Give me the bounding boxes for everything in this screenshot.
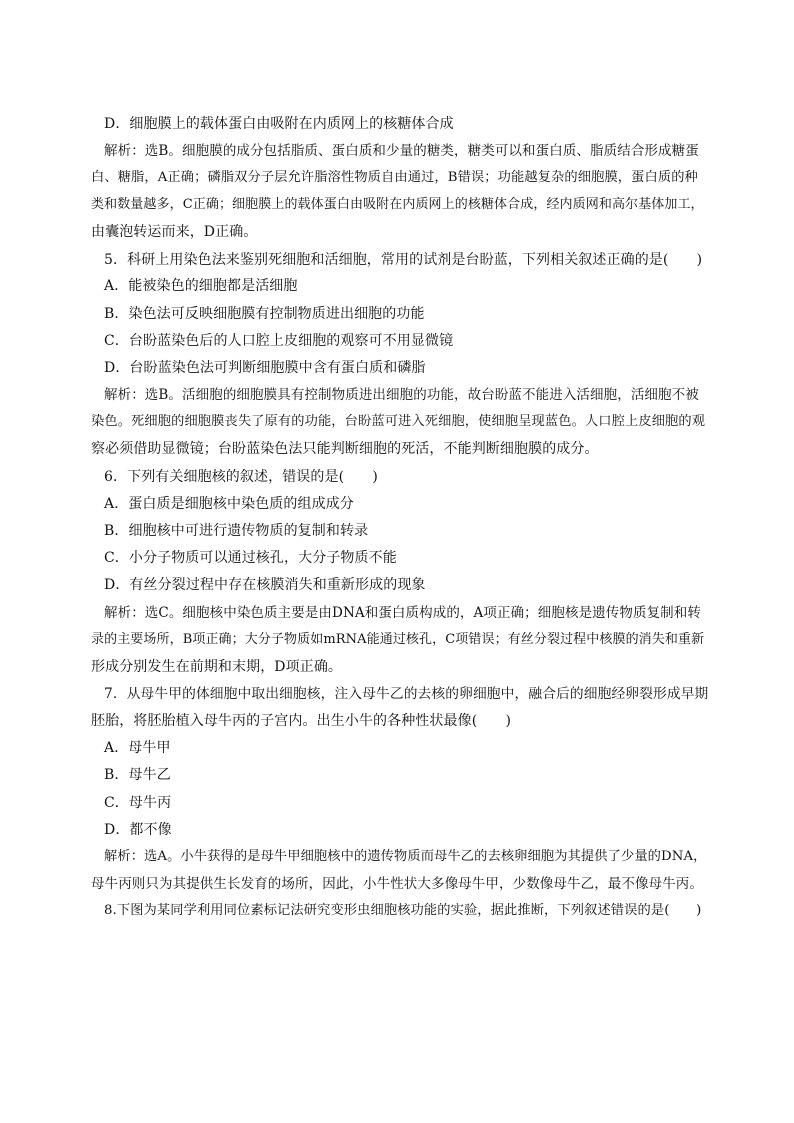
explanation-q4-line-2: 白、糖脂，A正确；磷脂双分子层允许脂溶性物质自由通过，B错误；功能越复杂的细胞膜，蛋白质的种 <box>91 170 698 185</box>
option-a-q5: A．能被染色的细胞都是活细胞 <box>104 278 298 294</box>
explanation-q5-line-2: 染色。死细胞的细胞膜丧失了原有的功能，台盼蓝可进入死细胞，使细胞呈现蓝色。人口腔上皮细胞的观 <box>91 414 706 429</box>
option-a-q6: A．蛋白质是细胞核中染色质的组成成分 <box>104 496 354 512</box>
explanation-q4-line-3: 类和数量越多，C正确；细胞膜上的载体蛋白由吸附在内质网上的核糖体合成，经内质网和高尔基体加工， <box>91 197 704 212</box>
question-5-stem: 5．科研上用染色法来鉴别死细胞和活细胞，常用的试剂是台盼蓝，下列相关叙述正确的是( ) <box>104 252 703 268</box>
option-d-q6: D．有丝分裂过程中存在核膜消失和重新形成的现象 <box>104 577 426 593</box>
option-b-q7: B．母牛乙 <box>104 767 171 783</box>
explanation-q6-line-3: 形成分别发生在前期和末期，D项正确。 <box>91 659 343 675</box>
explanation-q5-line-3: 察必须借助显微镜；台盼蓝染色法只能判断细胞的死活，不能判断细胞膜的成分。 <box>91 441 599 457</box>
question-8-stem: 8.下图为某同学利用同位素标记法研究变形虫细胞核功能的实验，据此推断，下列叙述错误的是( ) <box>104 903 702 918</box>
explanation-q7-line-1: 解析：选A。小牛获得的是母牛甲细胞核中的遗传物质而母牛乙的去核卵细胞为其提供了少量的DNA， <box>104 849 707 864</box>
option-b-q6: B．细胞核中可进行遗传物质的复制和转录 <box>104 523 369 539</box>
question-7-stem-line-1: 7．从母牛甲的体细胞中取出细胞核，注入母牛乙的去核的卵细胞中，融合后的细胞经卵裂形成早期 <box>104 686 709 702</box>
option-b-q5: B．染色法可反映细胞膜有控制物质进出细胞的功能 <box>104 306 425 322</box>
explanation-q6-line-2: 录的主要场所，B项正确；大分子物质如mRNA能通过核孔，C项错误；有丝分裂过程中核膜的消失和重新 <box>91 632 705 647</box>
explanation-q4-line-4: 由囊泡转运而来，D正确。 <box>91 224 258 240</box>
question-6-stem: 6．下列有关细胞核的叙述，错误的是( ) <box>104 469 378 485</box>
explanation-q4-line-1: 解析：选B。细胞膜的成分包括脂质、蛋白质和少量的糖类，糖类可以和蛋白质、脂质结合形成糖蛋 <box>104 143 699 159</box>
option-c-q7: C．母牛丙 <box>104 795 172 811</box>
option-d-q4: D．细胞膜上的载体蛋白由吸附在内质网上的核糖体合成 <box>104 116 454 132</box>
explanation-q6-line-1: 解析：选C。细胞核中染色质主要是由DNA和蛋白质构成的，A项正确；细胞核是遗传物质复制和转 <box>104 605 701 621</box>
question-7-stem-line-2: 胚胎，将胚胎植入母牛丙的子宫内。出生小牛的各种性状最像( ) <box>91 713 512 729</box>
option-a-q7: A．母牛甲 <box>104 740 171 756</box>
option-c-q5: C．台盼蓝染色后的人口腔上皮细胞的观察可不用显微镜 <box>104 333 454 349</box>
option-d-q5: D．台盼蓝染色法可判断细胞膜中含有蛋白质和磷脂 <box>104 360 426 376</box>
explanation-q5-line-1: 解析：选B。活细胞的细胞膜具有控制物质进出细胞的功能，故台盼蓝不能进入活细胞，活细胞不被 <box>104 387 699 403</box>
option-c-q6: C．小分子物质可以通过核孔，大分子物质不能 <box>104 550 397 566</box>
option-d-q7: D．都不像 <box>104 822 172 838</box>
explanation-q7-line-2: 母牛丙则只为其提供生长发育的场所，因此，小牛性状大多像母牛甲，少数像母牛乙，最不像母牛丙。 <box>91 876 703 892</box>
